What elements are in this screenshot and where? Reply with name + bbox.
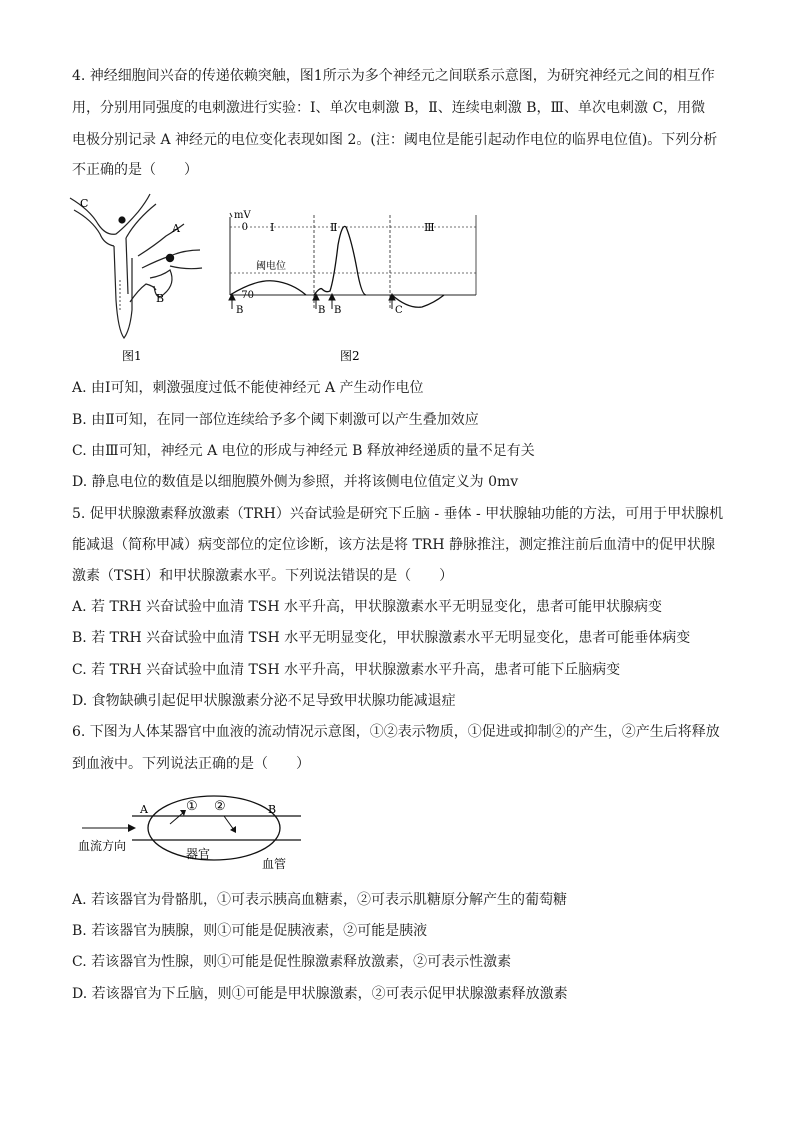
- q6-option-d[interactable]: D. 若该器官为下丘脑，则①可能是甲状腺激素，②可表示促甲状腺激素释放激素: [72, 986, 568, 1002]
- q4-option-b[interactable]: B. 由Ⅱ可知，在同一部位连续给予多个阈下刺激可以产生叠加效应: [72, 412, 479, 428]
- q5-option-a[interactable]: A. 若 TRH 兴奋试验中血清 TSH 水平升高，甲状腺激素水平无明显变化，患者可能甲状腺病变: [72, 599, 663, 615]
- fig1-caption: 图1: [122, 349, 142, 363]
- q6-option-c[interactable]: C. 若该器官为性腺，则①可能是促性腺激素释放激素，②可表示性激素: [72, 954, 512, 970]
- fig2-section-1: Ⅰ: [270, 221, 275, 234]
- q6-label-a: A: [140, 803, 148, 816]
- fig2-tick-neg70: -70: [237, 290, 254, 301]
- fig2-y-unit: mV: [234, 210, 251, 221]
- q6-marker-1: ①: [186, 799, 198, 814]
- q5-option-b[interactable]: B. 若 TRH 兴奋试验中血清 TSH 水平无明显变化，甲状腺激素水平无明显变化，患者可能垂体病变: [72, 630, 691, 646]
- q6-stem-line-1: 6. 下图为人体某器官中血液的流动情况示意图，①②表示物质，①促进或抑制②的产生，②产生后将释放: [72, 724, 720, 740]
- q4-figure-1-neurons: [66, 190, 216, 370]
- q5-stem-line-1: 5. 促甲状腺激素释放激素（TRH）兴奋试验是研究下丘脑 - 垂体 - 甲状腺轴功能的方法，可用于甲状腺机: [72, 506, 724, 522]
- q4-option-c[interactable]: C. 由Ⅲ可知，神经元 A 电位的形成与神经元 B 释放神经递质的量不足有关: [72, 443, 535, 459]
- fig1-label-b: B: [156, 292, 165, 305]
- q6-blood-flow-diagram: [76, 786, 316, 876]
- q4-stem-line-4: 不正确的是（ ）: [72, 162, 198, 178]
- q4-stem-line-1: 4. 神经细胞间兴奋的传递依赖突触，图1所示为多个神经元之间联系示意图，为研究神经元之间的相互作: [72, 68, 715, 84]
- q5-option-c[interactable]: C. 若 TRH 兴奋试验中血清 TSH 水平升高，甲状腺激素水平升高，患者可能下丘脑病变: [72, 662, 621, 678]
- fig2-stim-b-3: B: [334, 305, 342, 316]
- fig2-section-2: Ⅱ: [330, 221, 338, 234]
- q5-option-d[interactable]: D. 食物缺碘引起促甲状腺激素分泌不足导致甲状腺功能减退症: [72, 693, 456, 709]
- fig1-label-c: C: [80, 197, 89, 210]
- fig2-stim-c: C: [395, 305, 403, 316]
- q6-flow-label: 血流方向: [78, 839, 127, 853]
- fig2-tick-0: 0: [241, 222, 248, 233]
- q6-organ-label: 器官: [186, 847, 211, 861]
- q6-option-b[interactable]: B. 若该器官为胰腺，则①可能是促胰液素，②可能是胰液: [72, 923, 428, 939]
- q5-stem-line-2: 能减退（简称甲减）病变部位的定位诊断，该方法是将 TRH 静脉推注，测定推注前后血清中的促甲状腺: [72, 537, 715, 553]
- q4-stem-line-2: 用，分别用同强度的电刺激进行实验：Ⅰ、单次电刺激 B，Ⅱ、连续电刺激 B，Ⅲ、单次电刺激 C，用微: [72, 100, 706, 116]
- q4-stem-line-3: 电极分别记录 A 神经元的电位变化表现如图 2。(注：阈电位是能引起动作电位的临界电位值)。下列分析: [72, 132, 718, 148]
- fig1-label-a: A: [172, 222, 180, 235]
- q6-stem-line-2: 到血液中。下列说法正确的是（ ）: [72, 756, 310, 772]
- fig2-threshold-label: 阈电位: [256, 261, 286, 272]
- fig2-stim-b-1: B: [236, 305, 244, 316]
- fig2-section-3: Ⅲ: [424, 221, 435, 234]
- q4-option-d[interactable]: D. 静息电位的数值是以细胞膜外侧为参照，并将该侧电位值定义为 0mv: [72, 474, 519, 490]
- q6-marker-2: ②: [214, 799, 226, 814]
- q4-figure-2-potential-chart: [226, 205, 486, 365]
- q4-option-a[interactable]: A. 由Ⅰ可知，刺激强度过低不能使神经元 A 产生动作电位: [72, 380, 424, 396]
- q6-vessel-label: 血管: [262, 857, 287, 871]
- q6-label-b: B: [268, 803, 277, 816]
- q5-stem-line-3: 激素（TSH）和甲状腺激素水平。下列说法错误的是（ ）: [72, 568, 454, 584]
- q6-option-a[interactable]: A. 若该器官为骨骼肌，①可表示胰高血糖素，②可表示肌糖原分解产生的葡萄糖: [72, 892, 568, 908]
- fig2-caption: 图2: [340, 349, 360, 363]
- fig2-stim-b-2: B: [318, 305, 326, 316]
